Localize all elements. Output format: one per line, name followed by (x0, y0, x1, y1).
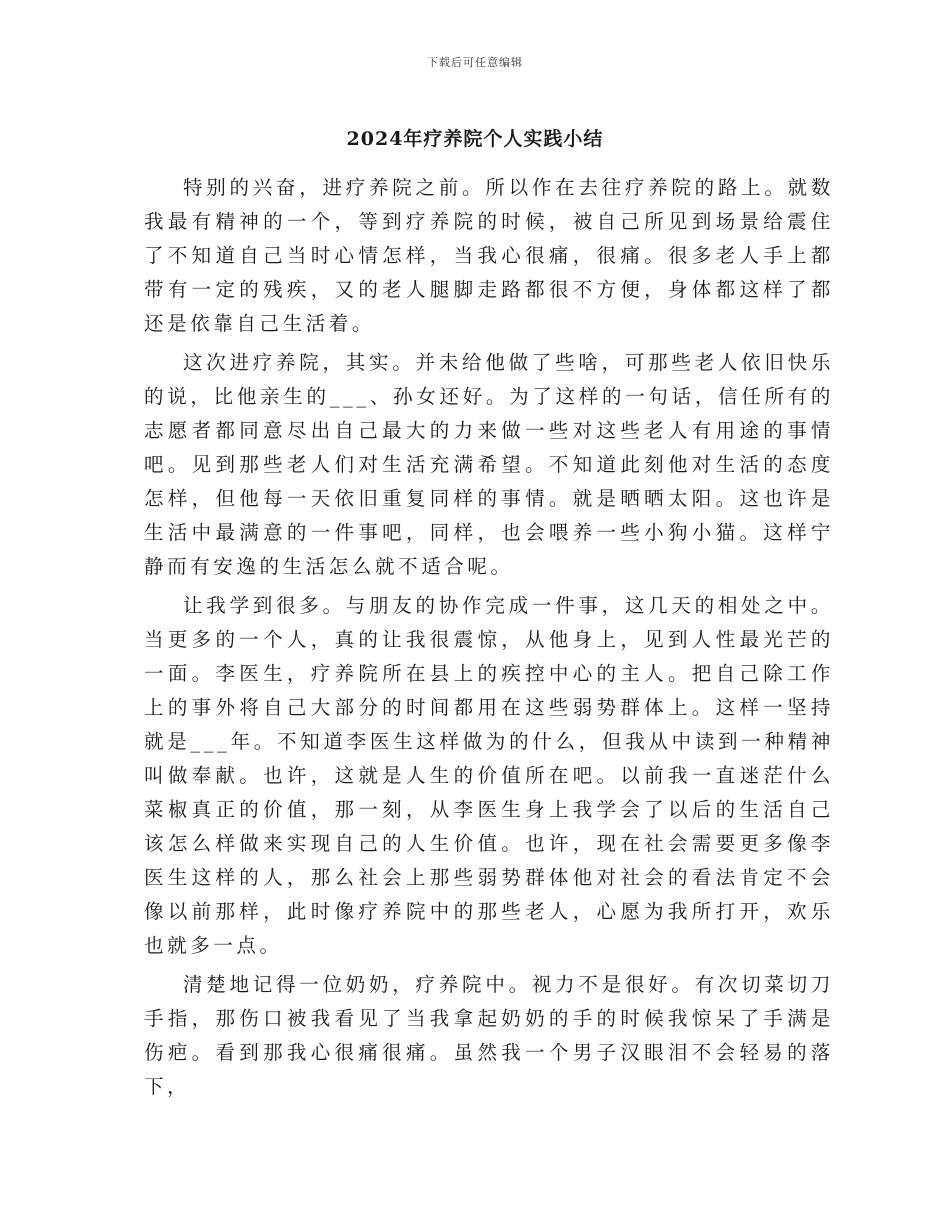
paragraph-1: 特别的兴奋，进疗养院之前。所以作在去往疗养院的路上。就数我最有精神的一个，等到疗养院的时候，被自己所见到场景给震住了不知道自己当时心情怎样，当我心很痛，很痛。很多老人手上都带有一定的残疾，又的老人腿脚走路都很不方便，身体都这样了都还是依靠自己生活着。 (144, 176, 834, 335)
paragraph-3: 让我学到很多。与朋友的协作完成一件事，这几天的相处之中。当更多的一个人，真的让我很震惊，从他身上，见到人性最光芒的一面。李医生，疗养院所在县上的疾控中心的主人。把自己除工作上的事外将自己大部分的时间都用在这些弱势群体上。这样一坚持就是___年。不知道李医生这样做为的什么，但我从中读到一种精神叫做奉献。也许，这就是人生的价值所在吧。以前我一直迷茫什么菜椒真正的价值，那一刻，从李医生身上我学会了以后的生活自己该怎么样做来实现自己的人生价值。也许，现在社会需要更多像李医生这样的人，那么社会上那些弱势群体他对社会的看法肯定不会像以前那样，此时像疗养院中的那些老人，心愿为我所打开，欢乐也就多一点。 (144, 594, 834, 957)
paragraph-2: 这次进疗养院，其实。并未给他做了些啥，可那些老人依旧快乐的说，比他亲生的___、孙女还好。为了这样的一句话，信任所有的志愿者都同意尽出自己最大的力来做一些对这些老人有用途的事情吧。见到那些老人们对生活充满希望。不知道此刻他对生活的态度怎样，但他每一天依旧重复同样的事情。就是晒晒太阳。这也许是生活中最满意的一件事吧，同样，也会喂养一些小狗小猫。这样宁静而有安逸的生活怎么就不适合呢。 (144, 351, 834, 578)
paragraph-4: 清楚地记得一位奶奶，疗养院中。视力不是很好。有次切菜切刀手指，那伤口被我看见了当我拿起奶奶的手的时候我惊呆了手满是伤疤。看到那我心很痛很痛。虽然我一个男子汉眼泪不会轻易的落下， (144, 973, 834, 1098)
document-body (144, 171, 834, 1109)
header-note: 下载后可任意编辑 (427, 56, 523, 69)
document-title: 2024年疗养院个人实践小结 (346, 128, 604, 150)
